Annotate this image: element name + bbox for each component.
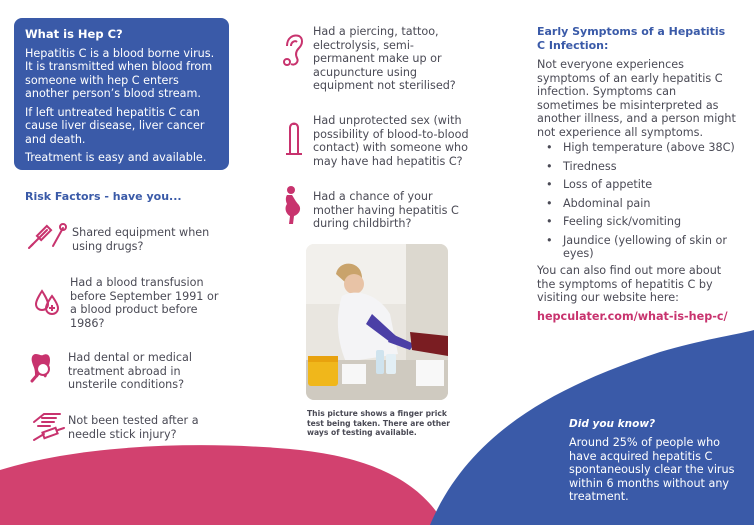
risk-item: Had dental or medical treatment abroad in unsterile conditions?: [68, 351, 193, 391]
symptom-item: • Tiredness: [537, 160, 737, 174]
condom-icon: [284, 118, 304, 162]
symptoms-more-info: You can also find out more about the symptoms of hepatitis C by visiting our website here:: [537, 264, 722, 304]
what-is-hep-c-box: [14, 18, 229, 170]
risk-item: Had unprotected sex (with possibility of blood-to-blood contact) with someone who may have had hepatitis C?: [313, 114, 469, 168]
symptom-item: • Abdominal pain: [537, 197, 737, 211]
photo-caption: This picture shows a finger prick test being taken. There are other ways of testing available.: [307, 409, 451, 437]
did-you-know-title: Did you know?: [569, 418, 656, 430]
risk-item: Had a piercing, tattoo, electrolysis, semi-permanent make up or acupuncture using equipment not sterilised?: [313, 25, 456, 92]
symptoms-heading: Early Symptoms of a Hepatitis C Infection:: [537, 25, 726, 52]
symptom-item: • Jaundice (yellowing of skin or eyes): [537, 234, 737, 261]
risk-factors-heading: Risk Factors - have you...: [25, 190, 182, 203]
risk-item: Shared equipment when using drugs?: [72, 226, 210, 253]
risk-item: Had a chance of your mother having hepatitis C during childbirth?: [313, 190, 459, 230]
ear-piercing-icon: [281, 32, 305, 72]
pregnant-icon: [282, 186, 304, 228]
risk-item: Had a blood transfusion before September 1991 or a blood product before 1986?: [70, 276, 219, 330]
needle-hand-icon: [30, 410, 66, 448]
symptom-item: • High temperature (above 38C): [537, 141, 737, 155]
risk-item: Not been tested after a needle stick injury?: [68, 414, 199, 441]
hep-box-paragraph: If left untreated hepatitis C can cause liver disease, liver cancer and death.: [25, 105, 205, 146]
hep-box-paragraph: Hepatitis C is a blood borne virus. It is transmitted when blood from someone with hep C enters another person’s blood stream.: [25, 46, 215, 100]
syringe-icon: [27, 222, 67, 254]
symptom-item: • Loss of appetite: [537, 178, 737, 192]
website-link[interactable]: hepculater.com/what-is-hep-c/: [537, 310, 728, 323]
blood-drop-icon: [34, 288, 60, 320]
pink-wave: [0, 445, 445, 525]
hep-box-title: What is Hep C?: [25, 27, 123, 41]
finger-prick-test-photo: [306, 244, 448, 400]
symptoms-intro: Not everyone experiences symptoms of an early hepatitis C infection. Symptoms can sometimes be misinterpreted as another illness, and a person might not experience all symptoms.: [537, 58, 736, 139]
hep-box-paragraph: Treatment is easy and available.: [25, 151, 207, 164]
did-you-know-text: Around 25% of people who have acquired hepatitis C spontaneously clear the virus within 6 months without any treatment.: [569, 436, 735, 503]
symptom-item: • Feeling sick/vomiting: [537, 215, 737, 229]
symptoms-list: [537, 141, 737, 266]
tooth-magnifier-icon: [30, 352, 64, 388]
